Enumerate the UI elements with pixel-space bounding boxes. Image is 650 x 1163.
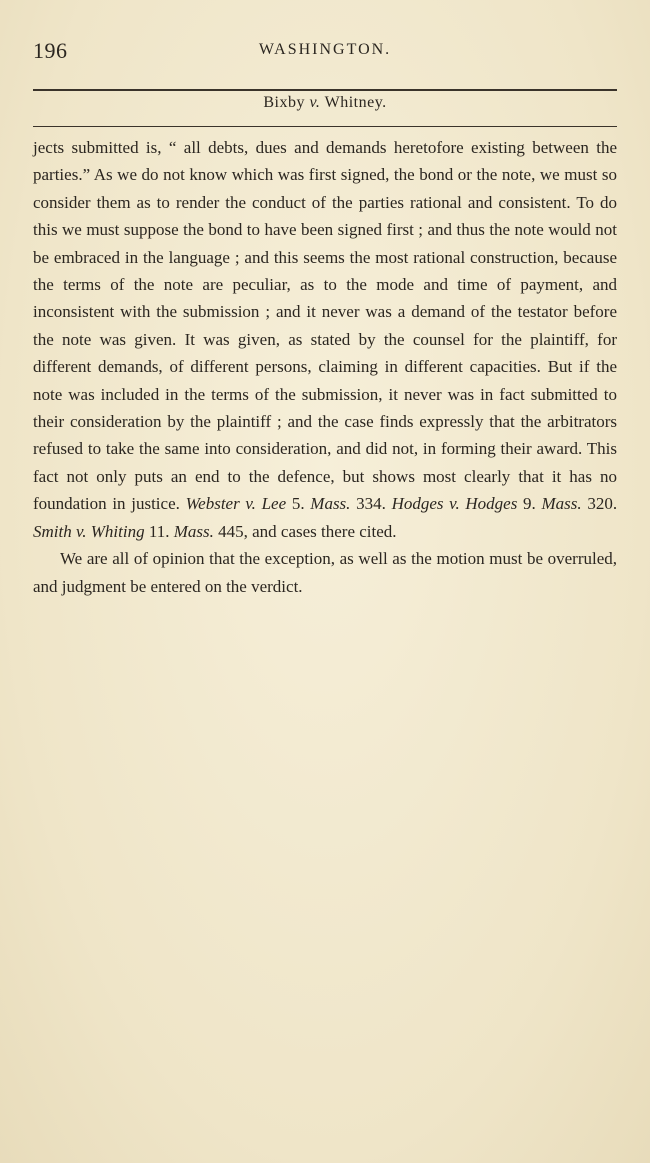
running-title: WASHINGTON. bbox=[258, 41, 392, 58]
citation-1-case: Webster v. Lee bbox=[185, 494, 287, 514]
citation-3-page: 445, bbox=[218, 521, 248, 541]
paragraph-2: We are all of opinion that the exception, as well as the motion must be overruled, and judgment be entered on the verdict. bbox=[33, 549, 617, 596]
case-defendant: Whitney. bbox=[324, 94, 387, 111]
paragraph-1 bbox=[33, 134, 617, 545]
body-text bbox=[33, 134, 617, 600]
case-title bbox=[0, 94, 650, 112]
citation-2-case: Hodges v. Hodges bbox=[391, 494, 518, 514]
citation-3-case: Smith v. Whiting bbox=[33, 521, 145, 541]
citation-1-volume: 5. bbox=[291, 494, 305, 514]
header-rule-top bbox=[33, 89, 617, 91]
citation-3-volume: 11. bbox=[148, 521, 170, 541]
page-number: 196 bbox=[33, 38, 68, 63]
paragraph-1-end: and cases there cited. bbox=[252, 521, 397, 541]
citation-2-volume: 9. bbox=[523, 494, 536, 514]
citation-2-reporter: Mass. bbox=[541, 494, 582, 514]
case-plaintiff: Bixby bbox=[263, 94, 305, 111]
header-rule-bottom bbox=[33, 126, 617, 127]
paragraph-1-text: jects submitted is, “ all debts, dues and demands heretofore existing between the parties.” As we do not know which was first signed, the bond or the note, we must so consider them as to render the conduct of the parties rational and consistent. To do this we must suppose the bond to have been signed first ; and thus the note would not be embraced in the language ; and this seems the most rational construction, because the terms of the note are peculiar, as to the mode and time of payment, and inconsistent with the submission ; and it never was a demand of the testator before the note was given. It was given, as stated by the counsel for the plaintiff, for different demands, of different persons, claiming in different capacities. But if the note was included in the terms of the submission, it never was in fact submitted to their consideration by the plaintiff ; and the case finds expressly that the arbitrators refused to take the same into consideration, and did not, in forming their award. This fact not only puts an end to the defence, but shows most clearly that it has no foundation in justice. bbox=[33, 138, 617, 514]
citation-2-page: 320. bbox=[587, 494, 618, 514]
citation-1-reporter: Mass. bbox=[310, 494, 351, 514]
citation-3-reporter: Mass. bbox=[173, 521, 214, 541]
citation-1-page: 334. bbox=[356, 494, 386, 514]
running-head bbox=[33, 38, 617, 68]
case-versus: v. bbox=[309, 94, 321, 111]
